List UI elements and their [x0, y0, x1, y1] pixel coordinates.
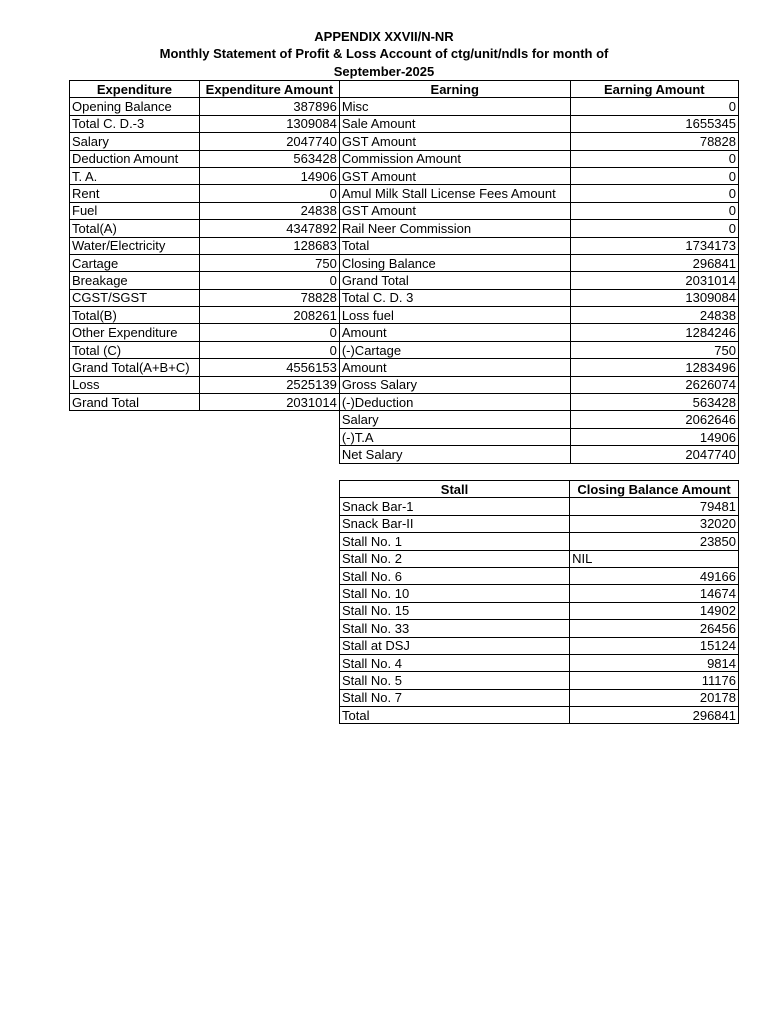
table-row [70, 133, 739, 150]
expenditure-amount: 387896 [199, 98, 339, 115]
stall-name: Stall No. 1 [340, 533, 570, 550]
expenditure-header: Expenditure [70, 81, 200, 98]
empty-cell [70, 428, 200, 445]
table-row [340, 637, 739, 654]
stall-closing-balance: 20178 [570, 689, 739, 706]
table-row [70, 185, 739, 202]
appendix-title: APPENDIX XXVII/N-NR [314, 29, 454, 44]
stall-name: Snack Bar-II [340, 515, 570, 532]
stall-closing-balance: 296841 [570, 707, 739, 724]
expenditure-label: Total (C) [70, 341, 200, 358]
earning-amount: 1655345 [570, 115, 738, 132]
expenditure-label: Water/Electricity [70, 237, 200, 254]
table-row [70, 359, 739, 376]
expenditure-label: Rent [70, 185, 200, 202]
expenditure-amount: 208261 [199, 307, 339, 324]
earning-label: Total C. D. 3 [339, 289, 570, 306]
expenditure-amount: 4556153 [199, 359, 339, 376]
stall-name: Stall at DSJ [340, 637, 570, 654]
expenditure-amount: 4347892 [199, 220, 339, 237]
earning-label: Net Salary [339, 446, 570, 463]
table-row [70, 254, 739, 271]
table-row [340, 533, 739, 550]
earning-label: Rail Neer Commission [339, 220, 570, 237]
expenditure-amount: 563428 [199, 150, 339, 167]
earning-amount: 296841 [570, 254, 738, 271]
table-row [340, 498, 739, 515]
expenditure-label: Fuel [70, 202, 200, 219]
table-row [70, 446, 739, 463]
stall-name: Stall No. 10 [340, 585, 570, 602]
earning-amount: 750 [570, 341, 738, 358]
empty-cell [199, 446, 339, 463]
empty-cell [199, 411, 339, 428]
table-row [70, 115, 739, 132]
earning-label: Sale Amount [339, 115, 570, 132]
expenditure-amount: 0 [199, 272, 339, 289]
earning-label: GST Amount [339, 133, 570, 150]
empty-cell [199, 428, 339, 445]
stall-closing-balance: 11176 [570, 672, 739, 689]
table-row [340, 707, 739, 724]
expenditure-label: Other Expenditure [70, 324, 200, 341]
earning-amount: 1734173 [570, 237, 738, 254]
profit-loss-table [69, 80, 739, 464]
table-row [340, 672, 739, 689]
earning-label: Amount [339, 359, 570, 376]
table-row [340, 620, 739, 637]
earning-amount: 2031014 [570, 272, 738, 289]
table-row [70, 220, 739, 237]
earning-amount: 0 [570, 202, 738, 219]
earning-label: (-)Cartage [339, 341, 570, 358]
expenditure-label: Total(A) [70, 220, 200, 237]
expenditure-amount: 14906 [199, 167, 339, 184]
empty-cell [70, 446, 200, 463]
expenditure-amount: 2047740 [199, 133, 339, 150]
stall-name: Stall No. 4 [340, 654, 570, 671]
table-row [340, 550, 739, 567]
earning-amount: 0 [570, 150, 738, 167]
table-row [70, 272, 739, 289]
table-row [340, 567, 739, 584]
statement-month: September-2025 [333, 64, 435, 79]
table-row [340, 602, 739, 619]
earning-label: GST Amount [339, 167, 570, 184]
earning-amount: 2062646 [570, 411, 738, 428]
earning-label: Closing Balance [339, 254, 570, 271]
closing-balance-amount-header: Closing Balance Amount [570, 481, 739, 498]
earning-label: GST Amount [339, 202, 570, 219]
expenditure-label: T. A. [70, 167, 200, 184]
expenditure-label: Grand Total [70, 394, 200, 411]
stall-closing-balance: 14674 [570, 585, 739, 602]
table-row [70, 150, 739, 167]
table-row [340, 585, 739, 602]
expenditure-label: Cartage [70, 254, 200, 271]
expenditure-amount: 0 [199, 324, 339, 341]
earning-amount-header: Earning Amount [570, 81, 738, 98]
expenditure-label: Opening Balance [70, 98, 200, 115]
stall-name: Stall No. 5 [340, 672, 570, 689]
table-header-row [340, 481, 739, 498]
table-row [70, 202, 739, 219]
table-row [70, 341, 739, 358]
expenditure-label: CGST/SGST [70, 289, 200, 306]
earning-amount: 0 [570, 98, 738, 115]
stall-name: Stall No. 2 [340, 550, 570, 567]
table-row [340, 654, 739, 671]
expenditure-label: Total C. D.-3 [70, 115, 200, 132]
table-row [70, 324, 739, 341]
earning-label: Salary [339, 411, 570, 428]
stall-closing-balance: 49166 [570, 567, 739, 584]
earning-amount: 2626074 [570, 376, 738, 393]
stall-closing-balance: 26456 [570, 620, 739, 637]
table-row [70, 98, 739, 115]
stall-closing-balance-table [339, 480, 739, 724]
expenditure-label: Breakage [70, 272, 200, 289]
expenditure-amount: 128683 [199, 237, 339, 254]
earning-amount: 0 [570, 167, 738, 184]
stall-closing-balance: 32020 [570, 515, 739, 532]
stall-closing-balance: 79481 [570, 498, 739, 515]
table-row [70, 428, 739, 445]
earning-label: Gross Salary [339, 376, 570, 393]
earning-amount: 24838 [570, 307, 738, 324]
expenditure-label: Deduction Amount [70, 150, 200, 167]
earning-amount: 1309084 [570, 289, 738, 306]
stall-closing-balance: 23850 [570, 533, 739, 550]
earning-amount: 2047740 [570, 446, 738, 463]
expenditure-amount: 750 [199, 254, 339, 271]
table-row [70, 289, 739, 306]
expenditure-amount-header: Expenditure Amount [199, 81, 339, 98]
earning-header: Earning [339, 81, 570, 98]
empty-cell [70, 411, 200, 428]
earning-label: (-)Deduction [339, 394, 570, 411]
table-row [70, 394, 739, 411]
expenditure-amount: 1309084 [199, 115, 339, 132]
table-row [70, 376, 739, 393]
earning-amount: 0 [570, 220, 738, 237]
table-row [340, 515, 739, 532]
earning-amount: 0 [570, 185, 738, 202]
earning-label: Misc [339, 98, 570, 115]
table-row [70, 411, 739, 428]
earning-label: Grand Total [339, 272, 570, 289]
stall-name: Stall No. 6 [340, 567, 570, 584]
stall-name: Snack Bar-1 [340, 498, 570, 515]
table-row [340, 689, 739, 706]
expenditure-amount: 78828 [199, 289, 339, 306]
expenditure-amount: 0 [199, 185, 339, 202]
stall-name: Stall No. 15 [340, 602, 570, 619]
earning-label: Commission Amount [339, 150, 570, 167]
stall-name: Stall No. 7 [340, 689, 570, 706]
earning-label: (-)T.A [339, 428, 570, 445]
earning-amount: 563428 [570, 394, 738, 411]
expenditure-amount: 24838 [199, 202, 339, 219]
earning-label: Amul Milk Stall License Fees Amount [339, 185, 570, 202]
expenditure-amount: 2031014 [199, 394, 339, 411]
earning-label: Total [339, 237, 570, 254]
table-row [70, 237, 739, 254]
expenditure-label: Salary [70, 133, 200, 150]
earning-label: Amount [339, 324, 570, 341]
stall-name: Total [340, 707, 570, 724]
table-row [70, 307, 739, 324]
earning-amount: 14906 [570, 428, 738, 445]
stall-closing-balance: NIL [570, 550, 739, 567]
stall-header: Stall [340, 481, 570, 498]
expenditure-label: Grand Total(A+B+C) [70, 359, 200, 376]
expenditure-amount: 0 [199, 341, 339, 358]
statement-title: Monthly Statement of Profit & Loss Account of ctg/unit/ndls for month of [159, 46, 609, 61]
stall-name: Stall No. 33 [340, 620, 570, 637]
expenditure-amount: 2525139 [199, 376, 339, 393]
earning-amount: 1284246 [570, 324, 738, 341]
table-header-row [70, 81, 739, 98]
stall-closing-balance: 15124 [570, 637, 739, 654]
stall-closing-balance: 9814 [570, 654, 739, 671]
earning-label: Loss fuel [339, 307, 570, 324]
earning-amount: 1283496 [570, 359, 738, 376]
earning-amount: 78828 [570, 133, 738, 150]
table-row [70, 167, 739, 184]
stall-closing-balance: 14902 [570, 602, 739, 619]
expenditure-label: Loss [70, 376, 200, 393]
expenditure-label: Total(B) [70, 307, 200, 324]
